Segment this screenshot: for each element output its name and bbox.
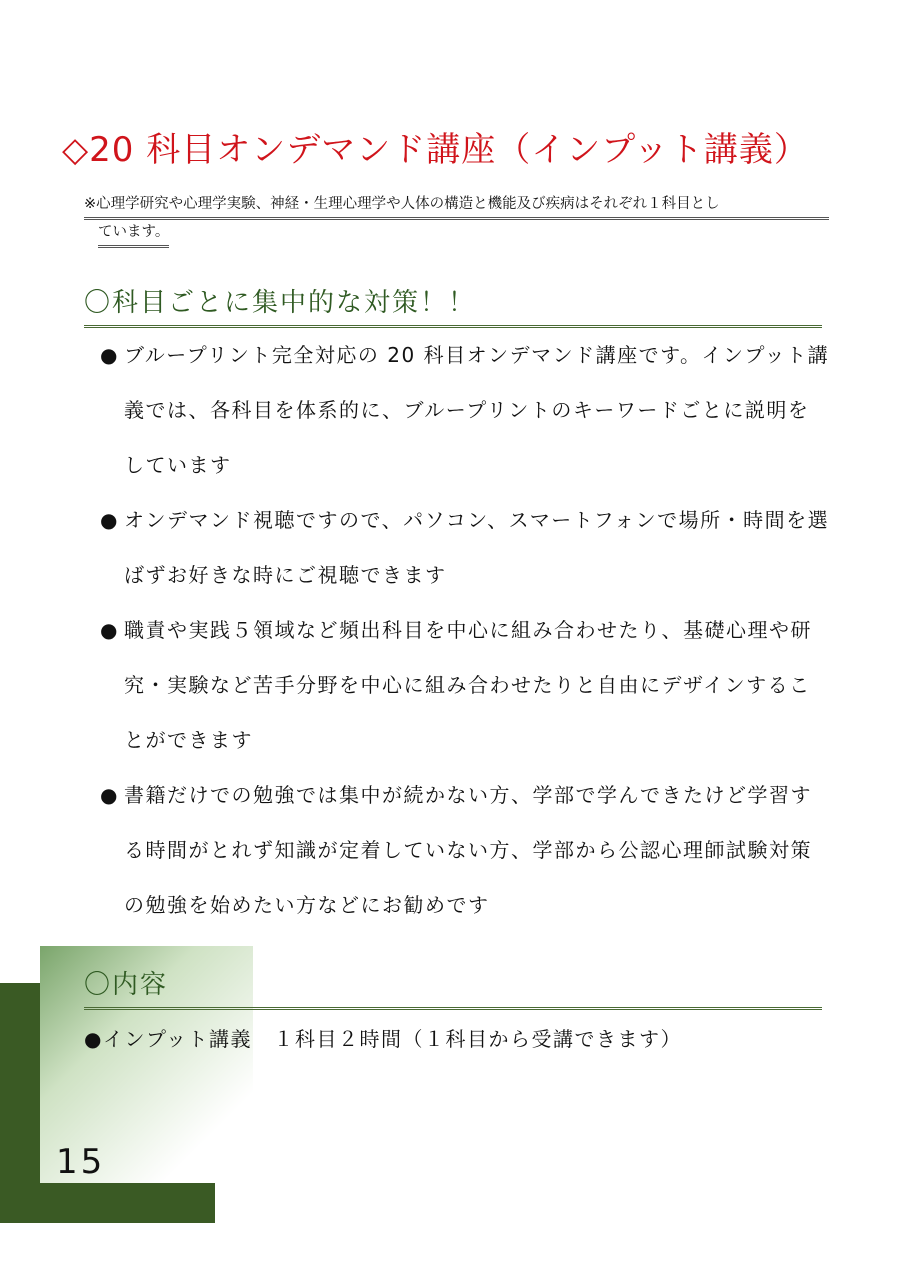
footnote-line-2: ています。	[98, 220, 169, 248]
bullet-icon: ●	[100, 508, 119, 532]
section-heading-content: 〇内容	[84, 964, 822, 1010]
bullet-icon: ●	[100, 343, 119, 367]
section-heading-focus: 〇科目ごとに集中的な対策！！	[84, 282, 822, 328]
list-item	[100, 328, 830, 493]
list-item-text: 書籍だけでの勉強では集中が続かない方、学部で学んできたけど学習する時間がとれず知識が定着していない方、学部から公認心理師試験対策の勉強を始めたい方などにお勧めです	[124, 783, 812, 917]
list-item-text: ブループリント完全対応の 20 科目オンデマンド講座です。インプット講義では、各科目を体系的に、ブループリントのキーワードごとに説明をしています	[124, 343, 830, 477]
page-number: 15	[56, 1142, 106, 1182]
feature-list	[100, 328, 830, 933]
bullet-icon: ●	[100, 618, 119, 642]
list-item	[100, 603, 830, 768]
content-item: ●インプット講義 １科目２時間（１科目から受講できます）	[84, 1027, 683, 1051]
list-item-text: オンデマンド視聴ですので、パソコン、スマートフォンで場所・時間を選ばずお好きな時にご視聴できます	[124, 508, 830, 587]
footnote	[84, 192, 829, 248]
bullet-icon: ●	[100, 783, 119, 807]
list-item-text: 職責や実践５領域など頻出科目を中心に組み合わせたり、基礎心理や研究・実験など苦手分野を中心に組み合わせたりと自由にデザインすることができます	[124, 618, 812, 752]
list-item	[100, 493, 830, 603]
page-title: ◇20 科目オンデマンド講座（インプット講義）	[62, 130, 809, 170]
list-item	[100, 768, 830, 933]
footnote-line-1: ※心理学研究や心理学実験、神経・生理心理学や人体の構造と機能及び疾病はそれぞれ１科目とし	[84, 192, 829, 220]
